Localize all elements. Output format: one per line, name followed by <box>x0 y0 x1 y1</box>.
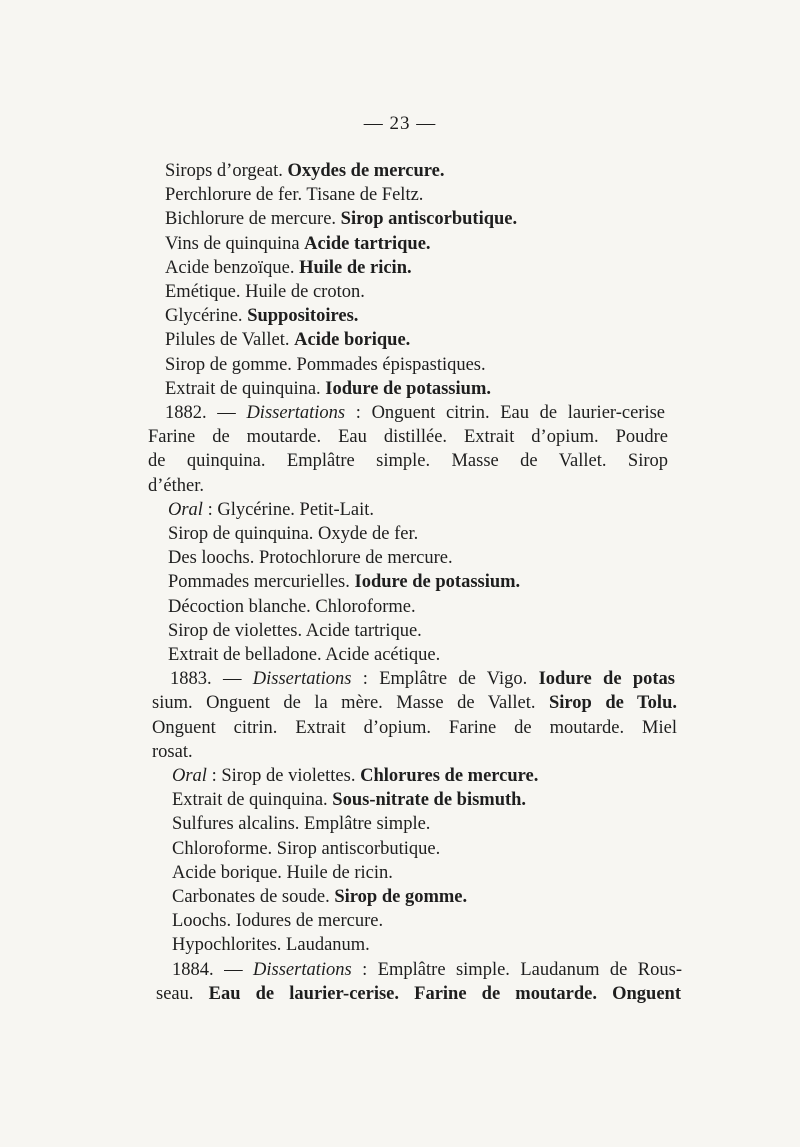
text-segment: Iodure de potassium. <box>325 379 491 399</box>
text-line <box>168 595 416 619</box>
text-line <box>165 377 491 401</box>
text-segment: : Emplâtre de Vigo. <box>351 669 539 689</box>
text-line <box>152 740 193 764</box>
text-segment: Sirop antiscorbutique. <box>340 209 518 229</box>
text-line <box>172 812 430 836</box>
text-segment: Extrait de quinquina. <box>172 790 333 810</box>
text-segment: Sirop de Tolu. <box>549 693 677 713</box>
text-line <box>168 522 418 546</box>
text-line <box>165 207 517 231</box>
text-segment: : Onguent citrin. Eau de laurier-cerise <box>345 403 665 423</box>
text-line <box>165 159 445 183</box>
text-line <box>172 885 467 909</box>
text-segment: Sirop de quinquina. Oxyde de fer. <box>168 524 419 544</box>
page-number: — 23 — <box>363 113 437 134</box>
text-line <box>152 716 677 740</box>
text-segment: Extrait de belladone. Acide acétique. <box>168 645 441 665</box>
text-segment: sium. Onguent de la mère. Masse de Vallet. <box>152 693 549 713</box>
text-line <box>172 933 370 957</box>
text-line <box>172 788 526 812</box>
text-segment: Bichlorure de mercure. <box>165 209 341 229</box>
text-segment: Sirops d’orgeat. <box>165 161 288 181</box>
text-segment: 1883. — <box>170 669 253 689</box>
text-line <box>172 958 682 982</box>
text-segment: Acide borique. Huile de ricin. <box>172 863 393 883</box>
text-line <box>165 183 423 207</box>
text-segment: Oral <box>172 766 207 786</box>
text-segment: Acide benzoïque. <box>165 258 300 278</box>
text-segment: Glycérine. <box>165 306 248 326</box>
text-segment: Loochs. Iodures de mercure. <box>172 911 384 931</box>
text-segment: Onguent citrin. Extrait d’opium. Farine de moutarde. Miel <box>152 718 677 738</box>
text-segment: Sirop de gomme. <box>334 887 468 907</box>
text-segment: Farine de moutarde. Eau distillée. Extrait d’opium. Poudre <box>148 427 668 447</box>
text-segment: Oral <box>168 500 203 520</box>
text-segment: Sulfures alcalins. Emplâtre simple. <box>172 814 431 834</box>
text-segment: Sirop de gomme. Pommades épispastiques. <box>165 355 486 375</box>
text-line <box>165 232 431 256</box>
text-segment: seau. <box>156 984 209 1004</box>
text-segment: Dissertations <box>252 669 352 689</box>
text-segment: Emétique. Huile de croton. <box>165 282 365 302</box>
text-segment: : Glycérine. Petit-Lait. <box>202 500 375 520</box>
text-line <box>172 764 538 788</box>
text-segment: Des loochs. Protochlorure de mercure. <box>168 548 453 568</box>
text-segment: Perchlorure de fer. Tisane de Feltz. <box>165 185 424 205</box>
text-line <box>168 546 453 570</box>
text-line <box>165 256 412 280</box>
text-segment: Dissertations <box>253 960 352 980</box>
text-line <box>170 667 675 691</box>
text-segment: Vins de quinquina <box>165 234 305 254</box>
text-line <box>148 425 668 449</box>
text-segment: Extrait de quinquina. <box>165 379 326 399</box>
text-segment: Iodure de potassium. <box>354 572 521 592</box>
text-segment: Chloroforme. Sirop antiscorbutique. <box>172 839 441 859</box>
text-line <box>172 837 440 861</box>
text-line <box>165 401 665 425</box>
text-line <box>165 304 358 328</box>
text-segment: Suppositoires. <box>247 306 359 326</box>
text-line <box>168 570 520 594</box>
text-segment: Décoction blanche. Chloroforme. <box>168 597 416 617</box>
text-segment: Pilules de Vallet. <box>165 330 295 350</box>
text-segment: 1882. — <box>165 403 247 423</box>
text-segment: Acide borique. <box>294 330 411 350</box>
text-segment: de quinquina. Emplâtre simple. Masse de Vallet. Sirop <box>148 451 668 471</box>
text-segment: : Emplâtre simple. Laudanum de Rous- <box>351 960 683 980</box>
text-segment: 1884. — <box>172 960 254 980</box>
text-segment: Dissertations <box>246 403 346 423</box>
text-line <box>165 328 410 352</box>
text-segment: Eau de laurier-cerise. Farine de moutarde. Onguent <box>208 984 682 1004</box>
text-segment: Iodure de potas <box>538 669 676 689</box>
text-line <box>168 619 422 643</box>
text-segment: d’éther. <box>148 476 204 496</box>
text-segment: Chlorures de mercure. <box>360 766 539 786</box>
text-segment: Hypochlorites. Laudanum. <box>172 935 370 955</box>
text-segment: Huile de ricin. <box>299 258 412 278</box>
text-line <box>165 280 365 304</box>
text-line <box>168 498 374 522</box>
text-line <box>148 449 668 473</box>
text-segment: rosat. <box>152 742 193 762</box>
text-segment: : Sirop de violettes. <box>206 766 361 786</box>
text-segment: Sirop de violettes. Acide tartrique. <box>168 621 422 641</box>
text-line <box>156 982 681 1006</box>
text-segment: Pommades mercurielles. <box>168 572 355 592</box>
text-segment: Carbonates de soude. <box>172 887 335 907</box>
text-line <box>172 909 383 933</box>
text-line <box>168 643 440 667</box>
text-line <box>165 353 486 377</box>
text-line <box>148 474 204 498</box>
text-segment: Acide tartrique. <box>304 234 431 254</box>
text-line <box>152 691 677 715</box>
text-line <box>172 861 393 885</box>
text-segment: Oxydes de mercure. <box>287 161 445 181</box>
text-segment: Sous-nitrate de bismuth. <box>332 790 527 810</box>
